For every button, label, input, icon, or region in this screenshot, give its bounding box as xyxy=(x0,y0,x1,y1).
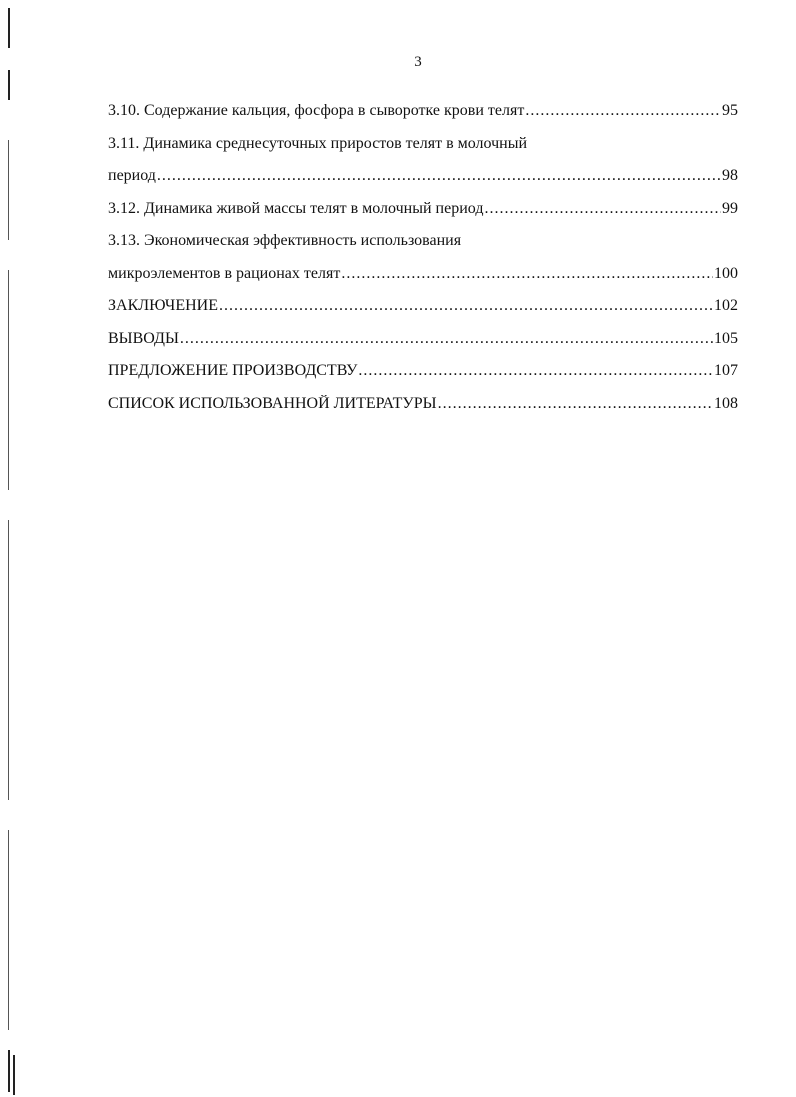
toc-entry-page: 107 xyxy=(714,362,738,379)
scan-edge-mark xyxy=(8,70,10,100)
scan-edge-mark xyxy=(8,520,9,800)
toc-entry-page: 98 xyxy=(722,167,738,184)
scan-edge-mark xyxy=(8,140,9,240)
toc-leader-dots xyxy=(157,167,721,185)
toc-entry-page: 100 xyxy=(714,264,738,282)
toc-leader-dots xyxy=(358,362,713,380)
scan-edge-mark xyxy=(8,830,9,1030)
toc-entry-label: ПРЕДЛОЖЕНИЕ ПРОИЗВОДСТВУ xyxy=(108,362,358,379)
toc-leader-dots xyxy=(438,395,713,413)
toc-entry-label: микроэлементов в рационах телят xyxy=(108,264,341,282)
toc-entry-proposal xyxy=(108,362,738,395)
toc-entry-label: период xyxy=(108,167,156,184)
toc-entry-label: СПИСОК ИСПОЛЬЗОВАННОЙ ЛИТЕРАТУРЫ xyxy=(108,394,437,412)
toc-entry-3-13-cont xyxy=(108,265,738,298)
table-of-contents xyxy=(108,102,738,427)
toc-leader-dots xyxy=(219,297,713,315)
scan-edge-mark xyxy=(13,1055,15,1095)
toc-entry-3-13 xyxy=(108,232,738,265)
toc-entry-label: ВЫВОДЫ xyxy=(108,329,179,347)
toc-entry-references xyxy=(108,395,738,428)
toc-entry-page: 95 xyxy=(722,102,738,119)
toc-entry-page: 102 xyxy=(714,297,738,314)
toc-entry-label: 3.13. Экономическая эффективность использования xyxy=(108,232,462,249)
scan-edge-mark xyxy=(8,1050,10,1092)
page-number: 3 xyxy=(414,54,422,70)
toc-entry-conclusion xyxy=(108,297,738,330)
toc-entry-3-11 xyxy=(108,135,738,168)
scan-edge-mark xyxy=(8,270,9,490)
toc-entry-label: 3.10. Содержание кальция, фосфора в сыворотке крови телят xyxy=(108,102,525,119)
toc-entry-3-12 xyxy=(108,200,738,233)
toc-leader-dots xyxy=(341,265,713,283)
toc-leader-dots xyxy=(484,200,721,218)
toc-entry-page: 108 xyxy=(714,394,738,412)
toc-leader-dots xyxy=(525,102,721,120)
toc-entry-label: 3.12. Динамика живой массы телят в молочный период xyxy=(108,199,484,217)
toc-entry-3-11-cont xyxy=(108,167,738,200)
toc-entry-page: 105 xyxy=(714,329,738,347)
toc-entry-3-10 xyxy=(108,102,738,135)
toc-entry-label: ЗАКЛЮЧЕНИЕ xyxy=(108,297,218,314)
toc-leader-dots xyxy=(180,330,713,348)
toc-entry-label: 3.11. Динамика среднесуточных приростов телят в молочный xyxy=(108,134,528,152)
toc-entry-findings xyxy=(108,330,738,363)
toc-entry-page: 99 xyxy=(722,199,738,217)
scan-edge-mark xyxy=(8,8,10,48)
